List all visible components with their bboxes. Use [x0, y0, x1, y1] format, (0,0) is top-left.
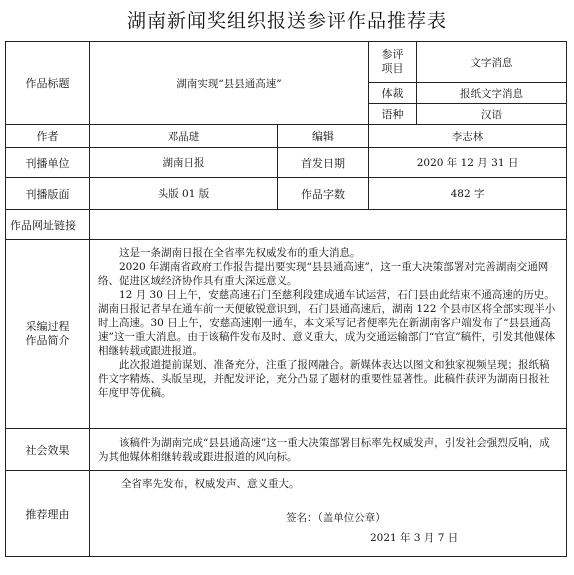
publisher-label: 刊播单位	[6, 148, 90, 178]
reason-label: 推荐理由	[6, 471, 90, 557]
page-value: 头版 01 版	[90, 178, 278, 210]
work-title-value: 湖南实现“县县通高速”	[90, 42, 369, 125]
word-count-value: 482 字	[369, 178, 567, 210]
first-date-value: 2020 年 12 月 31 日	[369, 148, 567, 178]
effect-content	[90, 429, 567, 471]
author-value: 邓晶琎	[90, 125, 278, 148]
signature-date: 2021 年 3 月 7 日	[370, 532, 459, 544]
recommendation-form	[5, 41, 567, 557]
entry-category-value: 文字消息	[417, 42, 567, 83]
brief-paragraph-3: 12 月 30 日上午，安慈高速石门至慈利段建成通车试运营，石门县由此结束不通高速的历史。湖南日报记者早在通车前一天便敏锐意识到，石门县通高速后，湖南 122 个县市区将全部实现半小时上高速。30 日上午，安慈高速刚一通车，本文采写记者便率先在新湖南客户端发布了“县县通高速”这一重大消息。由于该稿件发布及时、意义重大，成为交通运输部门“官宣”稿件，引发其他媒体相继转载或跟进报道。	[98, 289, 556, 357]
entry-category-label-text: 参评项目	[381, 48, 404, 75]
reason-content	[90, 471, 567, 557]
genre-value: 报纸文字消息	[417, 83, 567, 104]
publisher-value: 湖南日报	[90, 148, 278, 178]
entry-category-label	[369, 42, 417, 83]
genre-label: 体裁	[369, 83, 417, 104]
brief-paragraph-4: 此次报道提前谋划、准备充分，注重了报网融合。新媒体表达以图文和独家视频呈现；报纸稿件文字精炼、头版呈现，并配发评论，充分凸显了题材的重要性显著性。此稿件获评为湖南日报社年度甲等优稿。	[98, 359, 550, 399]
language-label: 语种	[369, 104, 417, 125]
signature-line: 签名：（盖单位公章）	[286, 512, 386, 524]
author-label: 作者	[6, 125, 90, 148]
brief-label-text: 采编过程作品简介	[25, 320, 70, 347]
effect-text: 该稿件为湖南完成“县县通高速”这一重大决策部署目标率先权威发声，引发社会强烈反响，成为其他媒体相继转载或跟进报道的风向标。	[98, 436, 550, 463]
language-value: 汉语	[417, 104, 567, 125]
brief-paragraph-2: 2020 年湖南省政府工作报告提出要实现“县县通高速”，这一重大决策部署对完善湖南交通网络、促进区域经济协作具有重大深远意义。	[98, 261, 549, 287]
page-label: 刊播版面	[6, 178, 90, 210]
effect-label: 社会效果	[6, 429, 90, 471]
editor-value: 李志林	[369, 125, 567, 148]
editor-label: 编辑	[278, 125, 369, 148]
url-value	[90, 210, 567, 240]
reason-text: 全省率先发布，权威发声、意义重大。	[121, 478, 300, 490]
form-title: 湖南新闻奖组织报送参评作品推荐表	[126, 10, 447, 32]
url-label: 作品网址链接	[6, 210, 90, 240]
brief-label	[6, 240, 90, 429]
work-title-label: 作品标题	[6, 42, 90, 125]
word-count-label: 作品字数	[278, 178, 369, 210]
first-date-label: 首发日期	[278, 148, 369, 178]
brief-paragraph-1: 这是一条湖南日报在全省率先权威发布的重大消息。	[119, 247, 361, 259]
brief-content	[90, 240, 567, 429]
